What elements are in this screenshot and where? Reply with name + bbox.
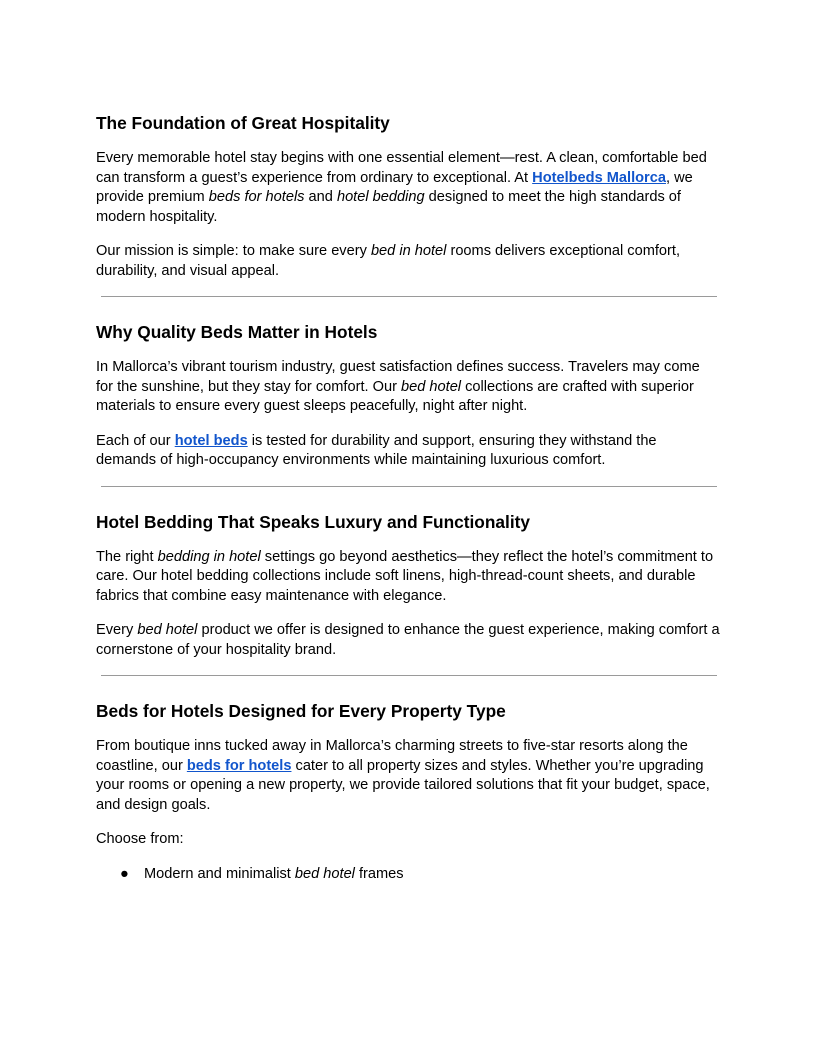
text: Choose from:: [96, 831, 184, 847]
paragraph: [96, 830, 720, 850]
text: collections are crafted with superior materials to ensure every guest sleeps peacefully, night after night.: [96, 378, 694, 414]
document-page: [96, 112, 720, 884]
options-list: [96, 865, 720, 885]
text: In Mallorca’s vibrant tourism industry, guest satisfaction defines success. Travelers may come for the sunshine, but they stay for comfort. Our: [96, 359, 700, 395]
paragraph: [96, 621, 720, 660]
list-item: [96, 865, 720, 885]
bullet-icon: ●: [120, 865, 129, 882]
emphasis: bed in hotel: [370, 243, 447, 259]
emphasis: bedding in hotel: [157, 548, 261, 565]
section-quality-beds: [96, 321, 720, 487]
text: The right: [96, 548, 158, 565]
paragraph: [96, 358, 720, 417]
paragraph: [96, 548, 720, 607]
text: From boutique inns tucked away in Mallorca’s charming streets to five-star resorts along the coastline, our: [96, 738, 688, 774]
text: designed to meet the high standards of modern hospitality.: [96, 189, 681, 225]
text: Modern and minimalist: [144, 865, 295, 882]
section-heading: Hotel Bedding That Speaks Luxury and Functionality: [96, 511, 530, 532]
hotel-beds-link[interactable]: hotel beds: [174, 432, 248, 449]
text: cater to all property sizes and styles. Whether you’re upgrading your rooms or opening a new property, we provide tailored solutions that fit your budget, space, and design goals.: [96, 757, 710, 813]
section-heading: Why Quality Beds Matter in Hotels: [96, 322, 378, 342]
emphasis: hotel bedding: [336, 189, 425, 205]
text: Every: [96, 622, 138, 638]
paragraph: [96, 149, 720, 227]
text: and: [304, 189, 337, 205]
emphasis: bed hotel: [294, 865, 355, 882]
text: Our mission is simple: to make sure every: [96, 243, 371, 259]
text: rooms delivers exceptional comfort, durability, and visual appeal.: [96, 243, 680, 279]
text: Each of our: [96, 432, 175, 449]
paragraph: [96, 737, 720, 815]
section-heading: The Foundation of Great Hospitality: [96, 113, 390, 133]
hotelbeds-mallorca-link[interactable]: Hotelbeds Mallorca: [532, 169, 666, 186]
paragraph: [96, 432, 720, 471]
text: , we provide premium: [96, 169, 693, 205]
beds-for-hotels-link[interactable]: beds for hotels: [186, 757, 292, 774]
section-foundation: [96, 112, 720, 297]
emphasis: bed hotel: [401, 378, 462, 395]
text: is tested for durability and support, ensuring they withstand the demands of high-occupancy environments while maintaining luxurious comfort.: [96, 432, 657, 468]
section-hotel-bedding: [96, 511, 720, 677]
section-heading: Beds for Hotels Designed for Every Property Type: [96, 701, 506, 721]
emphasis: beds for hotels: [208, 189, 305, 205]
emphasis: bed hotel: [137, 622, 198, 638]
text: Every memorable hotel stay begins with one essential element—rest. A clean, comfortable bed can transform a guest’s experience from ordinary to exceptional. At: [96, 150, 707, 186]
text: product we offer is designed to enhance the guest experience, making comfort a cornerstone of your hospitality brand.: [96, 622, 720, 658]
text: frames: [354, 865, 404, 882]
paragraph: [96, 242, 720, 281]
text: settings go beyond aesthetics—they reflect the hotel’s commitment to care. Our hotel bedding collections include soft linens, high-thread-count sheets, and durable fabrics that combine easy maintenance with elegance.: [96, 548, 714, 604]
section-property-types: [96, 700, 720, 884]
